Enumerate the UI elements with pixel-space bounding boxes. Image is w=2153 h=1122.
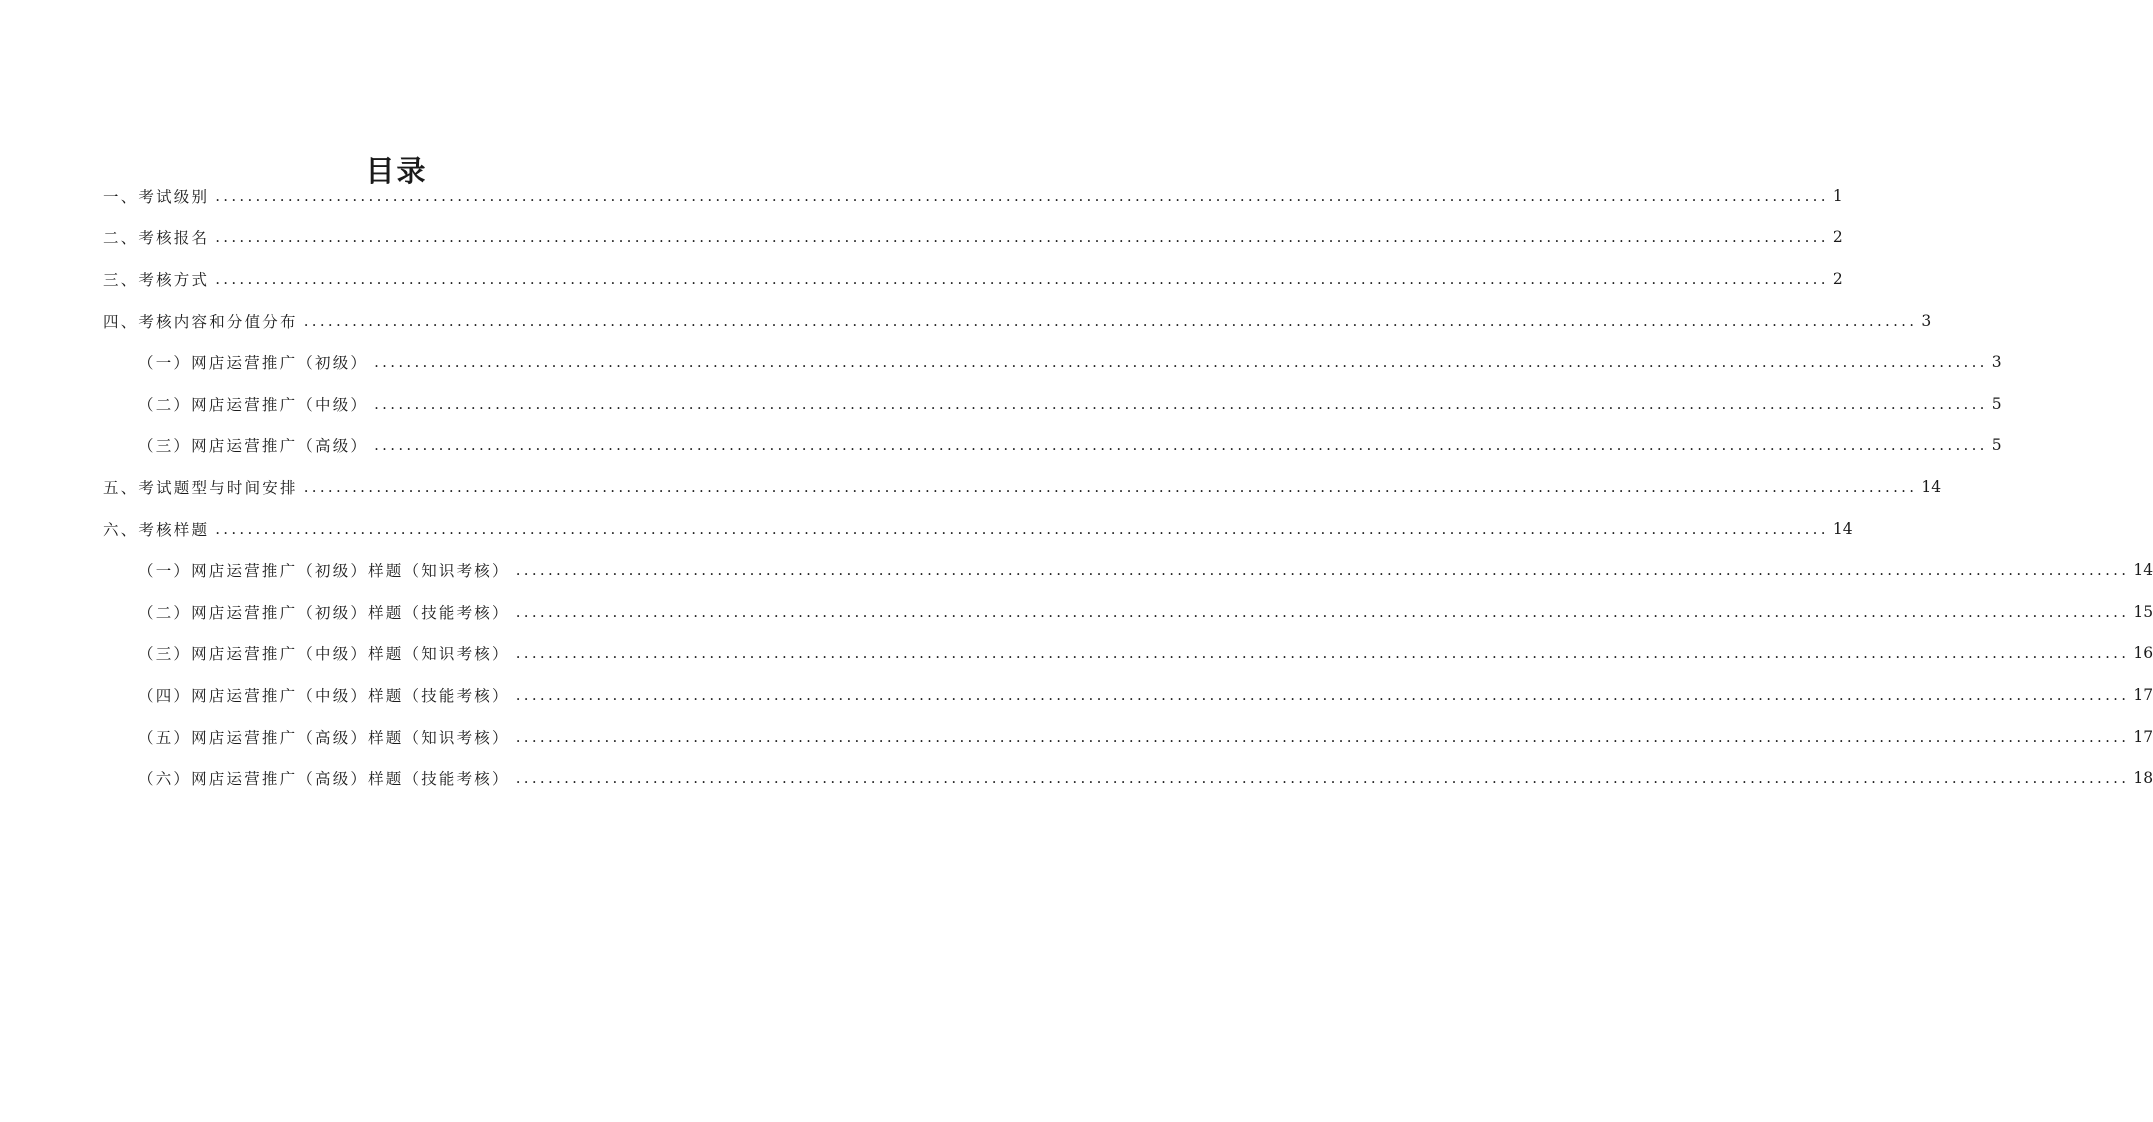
toc-entry[interactable] [0,674,2153,716]
toc-entry-title: 六、考核样题 [103,520,210,539]
dot-leader: ........................................................................................................................................................................................................ [215,228,1829,247]
toc-entry-page-number: 14 [1832,519,1853,538]
toc-entry-page-number: 16 [2133,644,2153,663]
dot-leader: ........................................................................................................................................................................................................ [374,436,1988,455]
toc-entry-page-number: 14 [1921,477,1942,496]
toc-entry-page-number: 5 [1991,436,2002,455]
toc-entry-page-number: 3 [1921,311,1932,330]
toc-entry-page-number: 17 [2133,727,2153,746]
toc-entry-title: （三）网店运营推广（高级） [138,437,369,456]
dot-leader: ........................................................................................................................................................................................................ [303,477,1918,496]
toc-entry[interactable] [0,508,1853,550]
toc-entry[interactable] [0,300,1932,342]
toc-entry[interactable] [0,175,1843,217]
toc-entry-title: （四）网店运营推广（中级）样题（技能考核） [138,686,510,705]
toc-entry[interactable] [0,633,2153,675]
toc-entry-title: 一、考试级别 [103,187,210,206]
dot-leader: ........................................................................................................................................................................................................ [374,353,1988,372]
toc-entry-title: 五、考试题型与时间安排 [103,478,298,497]
dot-leader: ........................................................................................................................................................................................................ [515,769,2130,788]
table-of-contents [0,175,2153,799]
dot-leader: ........................................................................................................................................................................................................ [515,602,2130,621]
dot-leader: ........................................................................................................................................................................................................ [515,685,2130,704]
dot-leader: ........................................................................................................................................................................................................ [515,561,2130,580]
toc-entry[interactable] [0,466,1942,508]
page-title: 目录 [365,154,428,189]
dot-leader: ........................................................................................................................................................................................................ [515,727,2130,746]
toc-entry-title: 三、考核方式 [103,270,210,289]
toc-entry-page-number: 17 [2133,685,2153,704]
toc-entry[interactable] [0,757,2153,799]
toc-entry-title: （二）网店运营推广（中级） [138,395,369,414]
toc-entry-page-number: 14 [2133,561,2153,580]
toc-entry[interactable] [0,217,1843,259]
toc-entry-page-number: 5 [1991,394,2002,413]
toc-entry[interactable] [0,549,2153,591]
toc-entry-title: （一）网店运营推广（初级） [138,354,369,373]
dot-leader: ........................................................................................................................................................................................................ [374,394,1988,413]
toc-entry-page-number: 3 [1991,353,2002,372]
dot-leader: ........................................................................................................................................................................................................ [215,269,1829,288]
toc-entry-title: 四、考核内容和分值分布 [103,312,298,331]
toc-entry[interactable] [0,591,2153,633]
toc-entry[interactable] [0,425,2002,467]
toc-entry[interactable] [0,716,2153,758]
toc-entry-page-number: 2 [1832,269,1843,288]
toc-entry-title: （五）网店运营推广（高级）样题（知识考核） [138,728,510,747]
dot-leader: ........................................................................................................................................................................................................ [215,519,1829,538]
toc-entry-page-number: 2 [1832,228,1843,247]
toc-entry[interactable] [0,383,2002,425]
toc-entry-page-number: 18 [2133,769,2153,788]
toc-entry-title: 二、考核报名 [103,229,210,248]
toc-entry-title: （一）网店运营推广（初级）样题（知识考核） [138,562,510,581]
toc-entry[interactable] [0,341,2002,383]
toc-entry-title: （六）网店运营推广（高级）样题（技能考核） [138,770,510,789]
toc-entry-title: （三）网店运营推广（中级）样题（知识考核） [138,645,510,664]
dot-leader: ........................................................................................................................................................................................................ [515,644,2130,663]
toc-entry-title: （二）网店运营推广（初级）样题（技能考核） [138,603,510,622]
dot-leader: ........................................................................................................................................................................................................ [215,186,1829,205]
dot-leader: ........................................................................................................................................................................................................ [303,311,1918,330]
toc-entry-page-number: 15 [2133,602,2153,621]
toc-entry-page-number: 1 [1832,186,1843,205]
toc-entry[interactable] [0,258,1843,300]
